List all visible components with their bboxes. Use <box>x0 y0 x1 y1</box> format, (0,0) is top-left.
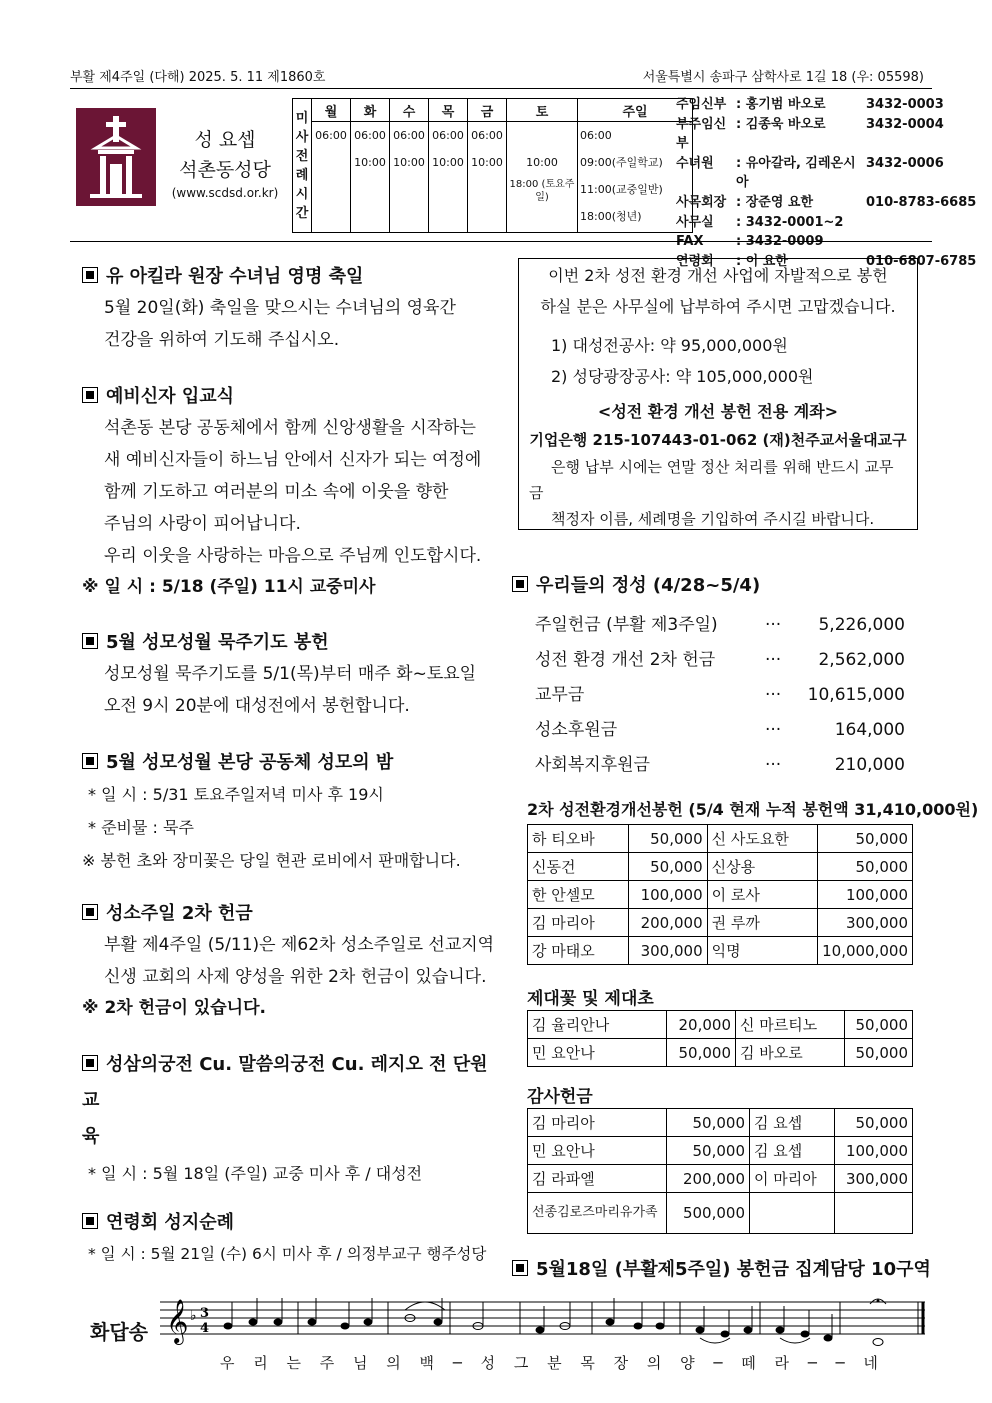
section-body: * 일 시 : 5월 18일 (주일) 교중 미사 후 / 대성전 <box>88 1164 423 1183</box>
square-bullet-icon <box>82 633 98 649</box>
church-name <box>165 125 285 201</box>
sun-times: 06:00 09:00(주일학교) 11:00(교중일반) 18:00(청년) <box>578 122 693 233</box>
section-title: 유 아킬라 원장 수녀님 영명 축일 <box>82 262 502 288</box>
church-name-line1: 성 요셉 <box>194 129 256 151</box>
day-sat: 토 <box>507 99 578 122</box>
header-divider <box>70 88 932 89</box>
section-note: ※ 일 시 : 5/18 (주일) 11시 교중미사 <box>82 577 376 597</box>
account-title: <성전 환경 개선 봉헌 전용 계좌> <box>597 402 839 421</box>
contact-row: 사목회장 : 장준영 요한 010-8783-6685 <box>676 194 977 210</box>
square-bullet-icon <box>82 753 98 769</box>
table-row: 하 티오바 50,000 신 사도요한 50,000 <box>528 825 913 853</box>
box-note: 금 <box>529 484 544 502</box>
section-body: * 일 시 : 5/31 토요주일저녁 미사 후 19시 * 준비물 : 묵주 ※ 봉헌 초와 장미꽃은 당일 현관 로비에서 판매합니다. <box>82 785 461 870</box>
contact-list <box>676 95 976 271</box>
section-body: 성모성월 묵주기도를 5/1(목)부터 매주 화~토요일 오전 9시 20분에 대성전에서 봉헌합니다. <box>104 664 477 716</box>
offering-row: 사회복지후원금 ··· 210,000 <box>535 755 905 775</box>
wed-times: 06:00 10:00 <box>390 122 429 233</box>
collection-notice: 5월18일 (부활제5주일) 봉헌금 집계담당 10구역 <box>512 1255 931 1281</box>
day-fri: 금 <box>468 99 507 122</box>
square-bullet-icon <box>82 387 98 403</box>
sat-times: 10:00 18:00 (토요주일) <box>507 122 578 233</box>
thu-times: 06:00 10:00 <box>429 122 468 233</box>
square-bullet-icon <box>512 576 528 592</box>
section-note: ※ 2차 헌금이 있습니다. <box>82 998 266 1018</box>
day-sun: 주일 <box>578 99 693 122</box>
church-address: 서울특별시 송파구 삼학사로 1길 18 (우: 05598) <box>642 70 924 85</box>
table-row: 강 마태오 300,000 익명 10,000,000 <box>528 937 913 965</box>
section-title: 성삼의궁전 Cu. 말씀의궁전 Cu. 레지오 전 단원 교 육 <box>82 1054 488 1147</box>
offering-row: 성소후원금 ··· 164,000 <box>535 720 905 740</box>
box-line: 이번 2차 성전 환경 개선 사업에 자발적으로 봉헌 <box>548 266 888 285</box>
table-row: 김 마리아 200,000 권 루까 300,000 <box>528 909 913 937</box>
table-row: 김 라파엘 200,000 이 마리아 300,000 <box>528 1165 913 1193</box>
section-title: 5월 성모성월 본당 공동체 성모의 밤 <box>82 748 502 774</box>
account-number: 기업은행 215-107443-01-062 (재)천주교서울대교구 <box>529 431 907 449</box>
box-line: 하실 분은 사무실에 납부하여 주시면 고맙겠습니다. <box>540 297 896 316</box>
square-bullet-icon <box>82 267 98 283</box>
church-website: (www.scdsd.or.kr) <box>171 186 279 200</box>
table-row: 김 마리아 50,000 김 요셉 50,000 <box>528 1109 913 1137</box>
section-title: 5월 성모성월 묵주기도 봉헌 <box>82 628 502 654</box>
box-item: 2) 성당광장공사: 약 105,000,000원 <box>551 367 814 386</box>
day-mon: 월 <box>312 99 351 122</box>
fri-times: 06:00 10:00 <box>468 122 507 233</box>
day-tue: 화 <box>351 99 390 122</box>
church-logo <box>76 108 156 206</box>
table-row: 민 요안나 50,000 김 요셉 100,000 <box>528 1137 913 1165</box>
offering-row: 주일헌금 (부활 제3주일) ··· 5,226,000 <box>535 615 905 635</box>
contact-row: FAX : 3432-0009 <box>676 234 824 250</box>
section-body: 5월 20일(화) 축일을 맞으시는 수녀님의 영육간 건강을 위하여 기도해 주십시오. <box>104 298 456 350</box>
music-staff-icon <box>160 1290 935 1352</box>
tue-times: 06:00 10:00 <box>351 122 390 233</box>
song-lyrics: 우 리 는 주 님 의 백 ─ 성 그 분 목 장 의 양 ─ 떼 라 ─ ─ 네 <box>220 1354 885 1372</box>
left-column <box>82 262 502 1271</box>
contact-row: 주임신부 : 홍기범 바오로 3432-0003 <box>676 97 944 112</box>
square-bullet-icon <box>82 904 98 920</box>
music-staff <box>160 1290 935 1356</box>
svg-text:3: 3 <box>200 1306 210 1321</box>
church-logo-icon <box>76 108 156 206</box>
table-row: 신동건 50,000 신상용 50,000 <box>528 853 913 881</box>
thanks-table-title: 감사헌금 <box>527 1087 593 1107</box>
contact-row: 연령회 : 이 요한 010-6807-6785 <box>676 253 977 269</box>
offering-row: 성전 환경 개선 2차 헌금 ··· 2,562,000 <box>535 650 905 670</box>
square-bullet-icon <box>82 1055 98 1071</box>
box-item: 1) 대성전공사: 약 95,000,000원 <box>551 336 788 355</box>
donation-table-title: 2차 성전환경개선봉헌 (5/4 현재 누적 봉헌액 31,410,000원) <box>527 800 979 819</box>
svg-text:♭: ♭ <box>190 1308 197 1324</box>
table-row: 선종김로즈마리유가족 500,000 <box>528 1193 913 1234</box>
donation-notice-box <box>518 258 918 530</box>
svg-text:𝄞: 𝄞 <box>166 1299 189 1343</box>
thanks-table <box>527 1108 913 1234</box>
section-body: * 일 시 : 5월 21일 (수) 6시 미사 후 / 의정부교구 행주성당 <box>88 1245 487 1263</box>
svg-text:4: 4 <box>200 1321 210 1336</box>
church-name-line2: 석촌동성당 <box>179 159 271 181</box>
mass-schedule-table <box>292 98 693 233</box>
issue-info: 부활 제4주일 (다해) 2025. 5. 11 제1860호 <box>70 70 326 85</box>
content-divider <box>70 241 932 242</box>
box-note: 책정자 이름, 세례명을 기입하여 주시길 바랍니다. <box>551 510 875 528</box>
section-title: 성소주일 2차 헌금 <box>82 899 502 925</box>
box-note: 은행 납부 시에는 연말 정산 처리를 위해 반드시 교무 <box>551 458 894 476</box>
contact-row: 사무실 : 3432-0001~2 <box>676 214 844 230</box>
square-bullet-icon <box>512 1260 528 1276</box>
responsorial-psalm-label: 화답송 <box>90 1320 148 1344</box>
section-body: 석촌동 본당 공동체에서 함께 신앙생활을 시작하는 새 예비신자들이 하느님 안에서 신자가 되는 여정에 함께 기도하고 여러분의 미소 속에 이웃을 향한 주님의 사랑이 피어납니다. 우리 이웃을 사랑하는 마음으로 주님께 인도합시다. <box>104 418 482 566</box>
section-title: 예비신자 입교식 <box>82 382 502 408</box>
table-row: 김 율리안나 20,000 신 마르티노 50,000 <box>528 1011 913 1039</box>
contact-row: 수녀원 : 유아갈라, 김레온시아 3432-0006 <box>676 155 944 191</box>
day-thu: 목 <box>429 99 468 122</box>
offering-row: 교무금 ··· 10,615,000 <box>535 685 905 705</box>
altar-table-title: 제대꽃 및 제대초 <box>527 989 654 1009</box>
donation-table <box>527 824 913 965</box>
offerings-list <box>535 608 905 783</box>
mon-times: 06:00 <box>312 122 351 233</box>
contact-row: 부주임신부 : 김종욱 바오로 3432-0004 <box>676 116 944 152</box>
table-row: 민 요안나 50,000 김 바오로 50,000 <box>528 1039 913 1067</box>
offerings-title: 우리들의 정성 (4/28~5/4) <box>512 571 760 597</box>
table-row: 한 안셀모 100,000 이 로사 100,000 <box>528 881 913 909</box>
schedule-side-label: 미 사 전 례 시 간 <box>293 99 312 233</box>
altar-table <box>527 1010 913 1067</box>
section-body: 부활 제4주일 (5/11)은 제62차 성소주일로 선교지역 신생 교회의 사제 양성을 위한 2차 헌금이 있습니다. <box>104 935 495 987</box>
square-bullet-icon <box>82 1213 98 1229</box>
section-title: 연령회 성지순례 <box>82 1208 502 1234</box>
day-wed: 수 <box>390 99 429 122</box>
